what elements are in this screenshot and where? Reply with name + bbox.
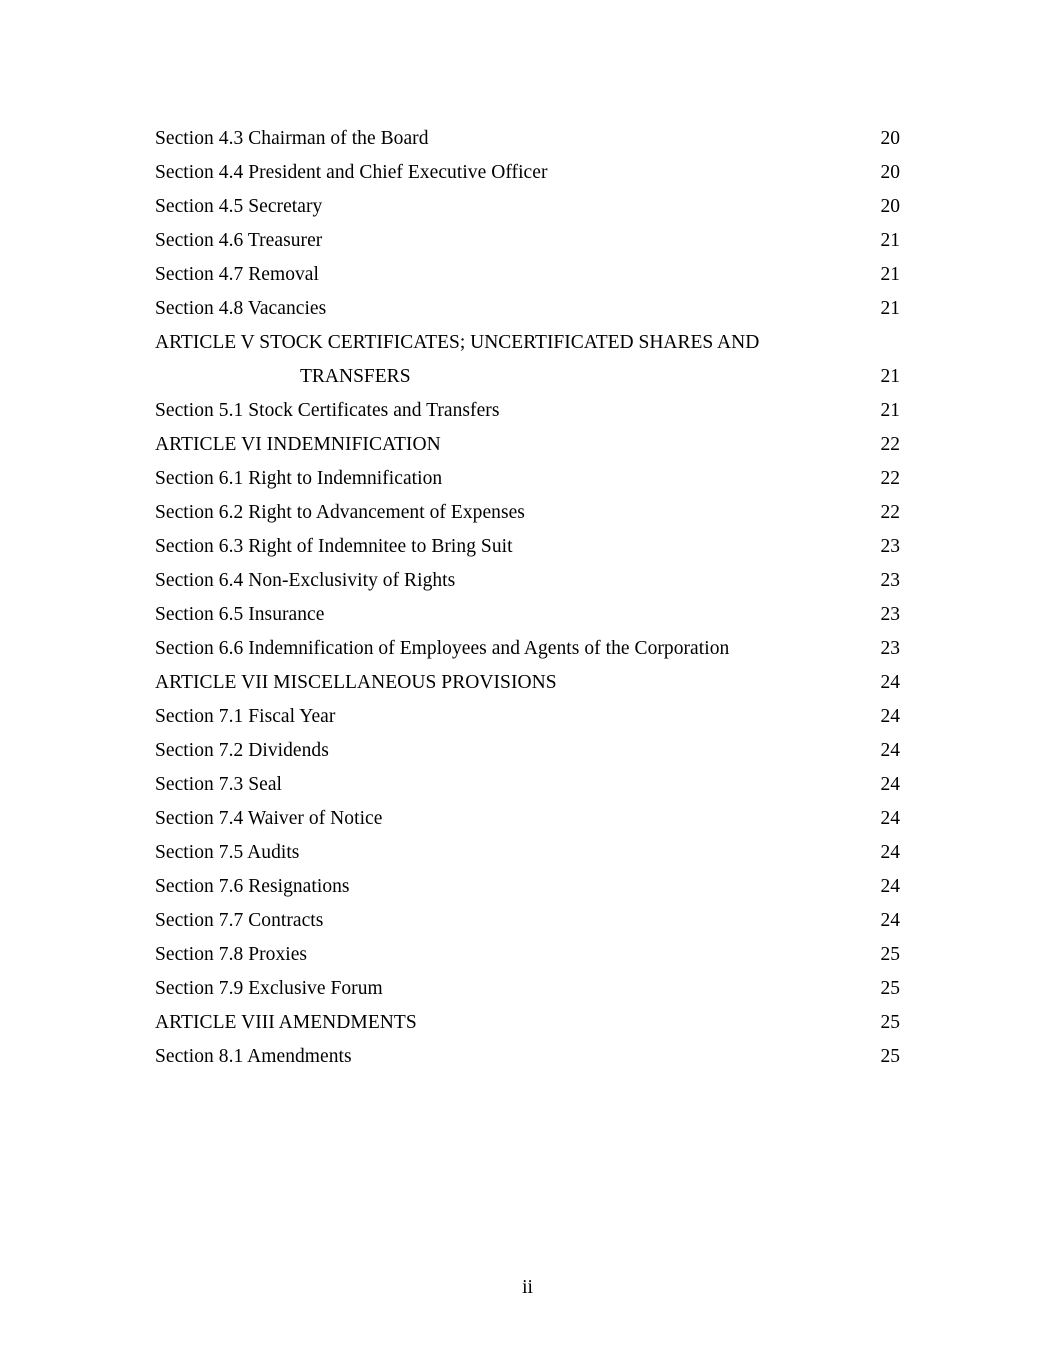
toc-entry[interactable] (155, 122, 900, 156)
toc-entry-title: Section 7.5 Audits (155, 842, 300, 863)
toc-entry-title: Section 6.1 Right to Indemnification (155, 468, 443, 489)
toc-entry[interactable] (155, 292, 900, 326)
toc-entry-page-number: 21 (880, 298, 900, 319)
toc-entry[interactable] (155, 632, 900, 666)
toc-entry-page-number: 20 (880, 128, 900, 149)
toc-entry[interactable] (155, 496, 900, 530)
toc-entry-title: Section 7.3 Seal (155, 774, 282, 795)
toc-entry-page-number: 23 (880, 638, 900, 659)
toc-entry[interactable] (155, 666, 900, 700)
toc-entry-page-number: 23 (880, 536, 900, 557)
toc-entry-title: ARTICLE V STOCK CERTIFICATES; UNCERTIFICATED SHARES AND (155, 332, 760, 353)
toc-entry-page-number: 25 (880, 978, 900, 999)
toc-entry-page-number: 24 (880, 876, 900, 897)
toc-entry-page-number: 25 (880, 1012, 900, 1033)
toc-entry-page-number: 21 (880, 400, 900, 421)
toc-entry[interactable] (155, 802, 900, 836)
toc-entry[interactable] (155, 768, 900, 802)
toc-entry-title: Section 7.9 Exclusive Forum (155, 978, 383, 999)
toc-entry-title: Section 7.1 Fiscal Year (155, 706, 336, 727)
toc-entry[interactable] (155, 224, 900, 258)
toc-entry-page-number: 24 (880, 740, 900, 761)
toc-entry-title: Section 5.1 Stock Certificates and Transfers (155, 400, 500, 421)
toc-entry[interactable] (155, 156, 900, 190)
toc-entry[interactable] (155, 904, 900, 938)
toc-entry-title: Section 7.2 Dividends (155, 740, 329, 761)
toc-entry-title: Section 4.3 Chairman of the Board (155, 128, 429, 149)
toc-entry-page-number: 22 (880, 434, 900, 455)
toc-entry[interactable] (155, 428, 900, 462)
toc-entry-page-number: 21 (880, 230, 900, 251)
toc-entry-title: Section 4.7 Removal (155, 264, 319, 285)
toc-entry[interactable] (155, 836, 900, 870)
toc-entry-title: Section 4.4 President and Chief Executive Officer (155, 162, 548, 183)
toc-entry-title: Section 6.3 Right of Indemnitee to Bring Suit (155, 536, 513, 557)
toc-entry[interactable] (155, 564, 900, 598)
toc-entry-page-number: 22 (880, 468, 900, 489)
toc-entry-title: Section 6.4 Non-Exclusivity of Rights (155, 570, 456, 591)
toc-entry-page-number: 24 (880, 672, 900, 693)
page-number-footer: ii (522, 1277, 533, 1298)
toc-entry-title: Section 6.6 Indemnification of Employees and Agents of the Corporation (155, 638, 730, 659)
toc-entry[interactable] (155, 530, 900, 564)
toc-entry-page-number: 24 (880, 774, 900, 795)
toc-entry-page-number: 20 (880, 196, 900, 217)
toc-entry-page-number: 21 (880, 366, 900, 387)
toc-entry[interactable] (155, 326, 900, 394)
toc-entry[interactable] (155, 394, 900, 428)
toc-entry[interactable] (155, 598, 900, 632)
toc-entry-page-number: 20 (880, 162, 900, 183)
toc-entry[interactable] (155, 190, 900, 224)
toc-entry-page-number: 22 (880, 502, 900, 523)
toc-entry[interactable] (155, 700, 900, 734)
toc-entry[interactable] (155, 1006, 900, 1040)
toc-entry-page-number: 25 (880, 1046, 900, 1067)
toc-entry[interactable] (155, 1040, 900, 1074)
toc-entry-title: Section 8.1 Amendments (155, 1046, 352, 1067)
toc-entry-title: ARTICLE VII MISCELLANEOUS PROVISIONS (155, 672, 557, 693)
toc-entry-page-number: 23 (880, 570, 900, 591)
toc-entry-title: Section 6.5 Insurance (155, 604, 325, 625)
toc-entry-title: ARTICLE VIII AMENDMENTS (155, 1012, 417, 1033)
toc-entry-page-number: 23 (880, 604, 900, 625)
toc-entry-title: Section 7.4 Waiver of Notice (155, 808, 383, 829)
toc-entry-page-number: 24 (880, 842, 900, 863)
toc-entry-page-number: 24 (880, 808, 900, 829)
table-of-contents-list (155, 122, 900, 1074)
toc-entry[interactable] (155, 462, 900, 496)
toc-entry-title: Section 7.6 Resignations (155, 876, 350, 897)
toc-entry-title: Section 4.8 Vacancies (155, 298, 327, 319)
toc-entry[interactable] (155, 258, 900, 292)
toc-entry-page-number: 25 (880, 944, 900, 965)
toc-entry-page-number: 24 (880, 706, 900, 727)
toc-entry[interactable] (155, 870, 900, 904)
toc-entry-page-number: 24 (880, 910, 900, 931)
toc-entry-title: Section 7.7 Contracts (155, 910, 324, 931)
toc-entry-title: Section 4.6 Treasurer (155, 230, 323, 251)
toc-entry-title: Section 7.8 Proxies (155, 944, 308, 965)
toc-entry-title: Section 6.2 Right to Advancement of Expenses (155, 502, 525, 523)
toc-entry-title: Section 4.5 Secretary (155, 196, 323, 217)
toc-entry[interactable] (155, 938, 900, 972)
toc-entry[interactable] (155, 972, 900, 1006)
toc-entry-title-continued: TRANSFERS (300, 366, 411, 387)
toc-entry-page-number: 21 (880, 264, 900, 285)
toc-entry[interactable] (155, 734, 900, 768)
toc-entry-title: ARTICLE VI INDEMNIFICATION (155, 434, 441, 455)
